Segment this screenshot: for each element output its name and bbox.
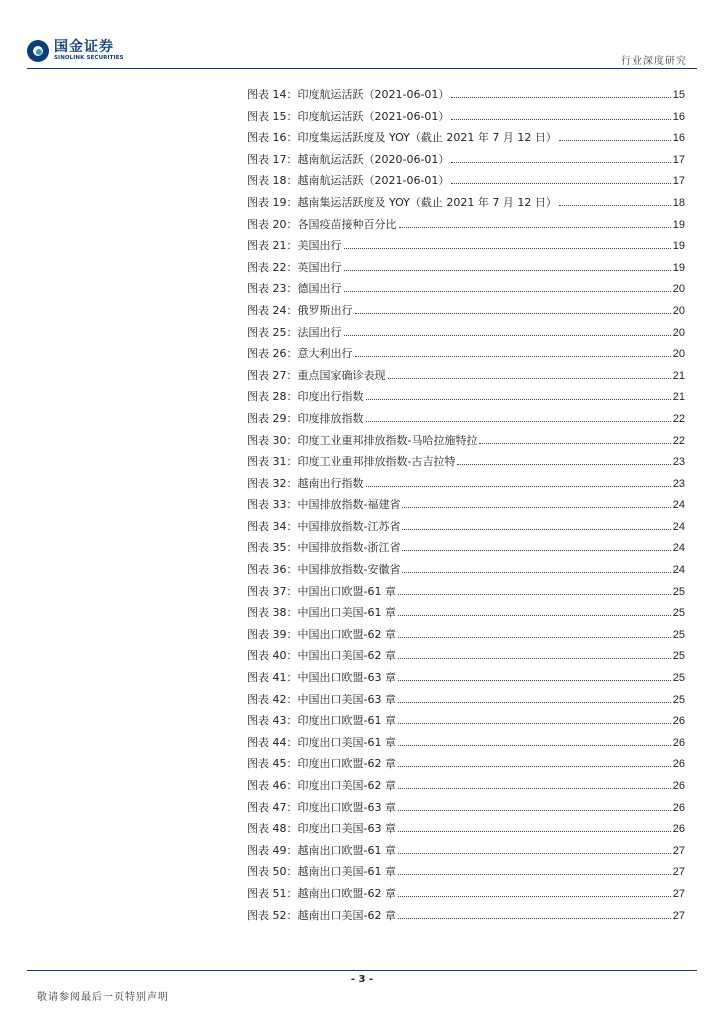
- toc-entry-label: 图表 38：中国出口美国-61 章: [247, 606, 396, 620]
- toc-entry-page: 16: [672, 110, 685, 123]
- toc-entry-label: 图表 33：中国排放指数-福建省: [247, 498, 401, 512]
- toc-dot-leader: [398, 788, 671, 789]
- toc-entry-page: 26: [672, 823, 685, 836]
- toc-entry-page: 20: [672, 283, 685, 296]
- company-logo: [27, 40, 124, 62]
- toc-entry-label: 图表 31：印度工业重邦排放指数-古吉拉特: [247, 455, 456, 469]
- toc-dot-leader: [398, 831, 671, 832]
- toc-dot-leader: [398, 615, 671, 616]
- toc-entry-page: 25: [672, 585, 685, 598]
- toc-entry-page: 27: [672, 887, 685, 900]
- toc-entry[interactable]: [247, 475, 685, 497]
- toc-entry-label: 图表 22：英国出行: [247, 260, 342, 274]
- toc-dot-leader: [398, 918, 671, 919]
- toc-dot-leader: [398, 896, 671, 897]
- toc-entry-page: 27: [672, 866, 685, 879]
- logo-english-name: SINOLINK SECURITIES: [54, 55, 124, 61]
- toc-entry-page: 21: [672, 369, 685, 382]
- toc-entry-page: 15: [672, 89, 685, 101]
- toc-dot-leader: [398, 658, 671, 659]
- toc-entry-page: 27: [672, 909, 685, 922]
- toc-entry-page: 21: [672, 391, 685, 404]
- toc-dot-leader: [344, 335, 671, 336]
- toc-entry[interactable]: [247, 388, 685, 410]
- toc-entry[interactable]: [247, 432, 685, 454]
- toc-entry[interactable]: [247, 539, 685, 561]
- toc-entry[interactable]: [247, 604, 685, 626]
- toc-dot-leader: [344, 248, 671, 249]
- toc-entry[interactable]: [247, 518, 685, 540]
- toc-entry-label: 图表 37：中国出口欧盟-61 章: [247, 584, 396, 598]
- toc-entry-label: 图表 30：印度工业重邦排放指数-马哈拉施特拉: [247, 433, 478, 447]
- toc-dot-leader: [366, 486, 671, 487]
- toc-dot-leader: [388, 378, 671, 379]
- toc-entry-page: 23: [672, 477, 685, 490]
- toc-entry-label: 图表 41：中国出口欧盟-63 章: [247, 671, 396, 685]
- toc-entry[interactable]: [247, 86, 685, 108]
- toc-entry-label: 图表 50：越南出口美国-61 章: [247, 865, 396, 879]
- toc-entry[interactable]: [247, 755, 685, 777]
- toc-entry[interactable]: [247, 259, 685, 281]
- toc-dot-leader: [366, 421, 671, 422]
- toc-entry-label: 图表 17：越南航运活跃（2020-06-01）: [247, 152, 450, 166]
- toc-entry[interactable]: [247, 907, 685, 929]
- toc-entry-label: 图表 19：越南集运活跃度及 YOY（截止 2021 年 7 月 12 日）: [247, 195, 557, 209]
- toc-dot-leader: [398, 874, 671, 875]
- toc-entry[interactable]: [247, 237, 685, 259]
- footer-divider: [27, 970, 697, 971]
- toc-dot-leader: [398, 680, 671, 681]
- toc-entry-page: 26: [672, 758, 685, 771]
- toc-entry-label: 图表 44：印度出口美国-61 章: [247, 735, 396, 749]
- toc-entry[interactable]: [247, 712, 685, 734]
- toc-entry-label: 图表 29：印度排放指数: [247, 411, 364, 425]
- header-divider: [27, 68, 697, 69]
- toc-entry-label: 图表 21：美国出行: [247, 239, 342, 253]
- toc-entry[interactable]: [247, 108, 685, 130]
- toc-entry-label: 图表 25：法国出行: [247, 325, 342, 339]
- toc-entry-label: 图表 28：印度出行指数: [247, 390, 364, 404]
- toc-entry-label: 图表 23：德国出行: [247, 282, 342, 296]
- toc-entry-label: 图表 48：印度出口美国-63 章: [247, 822, 396, 836]
- toc-entry-label: 图表 43：印度出口欧盟-61 章: [247, 714, 396, 728]
- page-number: - 3 -: [350, 974, 374, 985]
- toc-entry-page: 26: [672, 715, 685, 728]
- toc-dot-leader: [398, 853, 671, 854]
- toc-dot-leader: [402, 572, 670, 573]
- toc-entry-page: 20: [672, 326, 685, 339]
- toc-dot-leader: [457, 464, 670, 465]
- document-type: 行业深度研究: [621, 56, 687, 67]
- toc-entry[interactable]: [247, 367, 685, 389]
- toc-dot-leader: [366, 399, 671, 400]
- toc-entry[interactable]: [247, 324, 685, 346]
- toc-entry-page: 25: [672, 693, 685, 706]
- toc-dot-leader: [398, 723, 671, 724]
- toc-entry-label: 图表 27：重点国家确诊表现: [247, 368, 386, 382]
- toc-entry-page: 23: [672, 456, 685, 469]
- toc-dot-leader: [355, 356, 671, 357]
- toc-dot-leader: [451, 119, 670, 120]
- toc-entry-page: 20: [672, 348, 685, 361]
- toc-entry-label: 图表 34：中国排放指数-江苏省: [247, 519, 401, 533]
- toc-entry-page: 25: [672, 672, 685, 685]
- toc-dot-leader: [398, 745, 671, 746]
- toc-dot-leader: [398, 594, 671, 595]
- toc-dot-leader: [559, 205, 671, 206]
- toc-entry-label: 图表 16：印度集运活跃度及 YOY（截止 2021 年 7 月 12 日）: [247, 131, 557, 145]
- page-header: [0, 0, 724, 70]
- toc-entry[interactable]: [247, 410, 685, 432]
- toc-entry-label: 图表 24：俄罗斯出行: [247, 303, 353, 317]
- toc-entry[interactable]: [247, 172, 685, 194]
- toc-entry[interactable]: [247, 216, 685, 238]
- toc-entry-label: 图表 52：越南出口美国-62 章: [247, 908, 396, 922]
- toc-entry[interactable]: [247, 583, 685, 605]
- toc-entry[interactable]: [247, 302, 685, 324]
- toc-entry-label: 图表 36：中国排放指数-安徽省: [247, 563, 401, 577]
- toc-dot-leader: [451, 183, 670, 184]
- toc-entry[interactable]: [247, 561, 685, 583]
- toc-dot-leader: [451, 97, 670, 98]
- toc-entry[interactable]: [247, 129, 685, 151]
- toc-entry-label: 图表 32：越南出行指数: [247, 476, 364, 490]
- toc-entry[interactable]: [247, 799, 685, 821]
- toc-entry-page: 26: [672, 801, 685, 814]
- toc-entry-label: 图表 42：中国出口美国-63 章: [247, 692, 396, 706]
- toc-entry-label: 图表 45：印度出口欧盟-62 章: [247, 757, 396, 771]
- toc-entry-label: 图表 39：中国出口欧盟-62 章: [247, 627, 396, 641]
- toc-entry[interactable]: [247, 453, 685, 475]
- toc-dot-leader: [399, 227, 671, 228]
- toc-entry[interactable]: [247, 647, 685, 669]
- toc-entry-page: 26: [672, 736, 685, 749]
- logo-icon: [27, 40, 49, 62]
- toc-entry-page: 24: [672, 499, 685, 512]
- toc-dot-leader: [398, 637, 671, 638]
- toc-entry-label: 图表 46：印度出口美国-62 章: [247, 779, 396, 792]
- toc-entry-page: 19: [672, 240, 685, 253]
- toc-entry[interactable]: [247, 842, 685, 864]
- toc-entry-page: 18: [672, 196, 685, 209]
- toc-entry-page: 22: [672, 434, 685, 447]
- toc-entry-page: 17: [672, 153, 685, 166]
- toc-entry[interactable]: [247, 691, 685, 713]
- toc-entry-page: 27: [672, 844, 685, 857]
- toc-entry-page: 25: [672, 628, 685, 641]
- toc-dot-leader: [355, 313, 671, 314]
- toc-entry[interactable]: [247, 669, 685, 691]
- toc-entry-label: 图表 26：意大利出行: [247, 347, 353, 361]
- toc-entry[interactable]: [247, 626, 685, 648]
- toc-dot-leader: [398, 702, 671, 703]
- toc-entry-page: 19: [672, 218, 685, 231]
- toc-entry-page: 22: [672, 412, 685, 425]
- toc-dot-leader: [402, 507, 670, 508]
- toc-entry-label: 图表 15：印度航运活跃（2021-06-01）: [247, 109, 450, 123]
- toc-dot-leader: [402, 529, 670, 530]
- toc-entry-label: 图表 35：中国排放指数-浙江省: [247, 541, 401, 555]
- logo-chinese-name: 国金证券: [54, 39, 114, 55]
- toc-entry-page: 25: [672, 607, 685, 620]
- toc-entry[interactable]: [247, 345, 685, 367]
- toc-entry-page: 17: [672, 175, 685, 188]
- toc-dot-leader: [451, 162, 670, 163]
- figure-table-of-contents: [247, 86, 685, 928]
- toc-entry-label: 图表 49：越南出口欧盟-61 章: [247, 843, 396, 857]
- toc-entry-page: 24: [672, 520, 685, 533]
- toc-entry-label: 图表 47：印度出口欧盟-63 章: [247, 800, 396, 814]
- toc-entry-page: 25: [672, 650, 685, 663]
- toc-dot-leader: [398, 810, 671, 811]
- toc-entry-label: 图表 40：中国出口美国-62 章: [247, 649, 396, 663]
- toc-entry-label: 图表 51：越南出口欧盟-62 章: [247, 886, 396, 900]
- toc-dot-leader: [479, 443, 670, 444]
- toc-entry[interactable]: [247, 885, 685, 907]
- toc-dot-leader: [344, 291, 671, 292]
- toc-entry[interactable]: [247, 734, 685, 756]
- toc-entry[interactable]: [247, 194, 685, 216]
- toc-entry-page: 19: [672, 261, 685, 274]
- toc-dot-leader: [344, 270, 671, 271]
- toc-entry-label: 图表 18：越南航运活跃（2021-06-01）: [247, 174, 450, 188]
- toc-entry[interactable]: [247, 280, 685, 302]
- toc-entry[interactable]: [247, 777, 685, 799]
- toc-entry-label: 图表 14：印度航运活跃（2021-06-01）: [247, 88, 450, 101]
- toc-dot-leader: [398, 766, 671, 767]
- toc-entry[interactable]: [247, 496, 685, 518]
- toc-entry-page: 16: [672, 132, 685, 145]
- toc-entry[interactable]: [247, 863, 685, 885]
- toc-entry-page: 20: [672, 304, 685, 317]
- disclaimer-text: 敬请参阅最后一页特别声明: [37, 992, 169, 1003]
- toc-entry[interactable]: [247, 151, 685, 173]
- toc-entry-label: 图表 20：各国疫苗接种百分比: [247, 217, 397, 231]
- toc-dot-leader: [402, 550, 670, 551]
- toc-entry-page: 24: [672, 542, 685, 555]
- toc-entry[interactable]: [247, 820, 685, 842]
- toc-entry-page: 24: [672, 564, 685, 577]
- toc-entry-page: 26: [672, 780, 685, 792]
- toc-dot-leader: [559, 140, 671, 141]
